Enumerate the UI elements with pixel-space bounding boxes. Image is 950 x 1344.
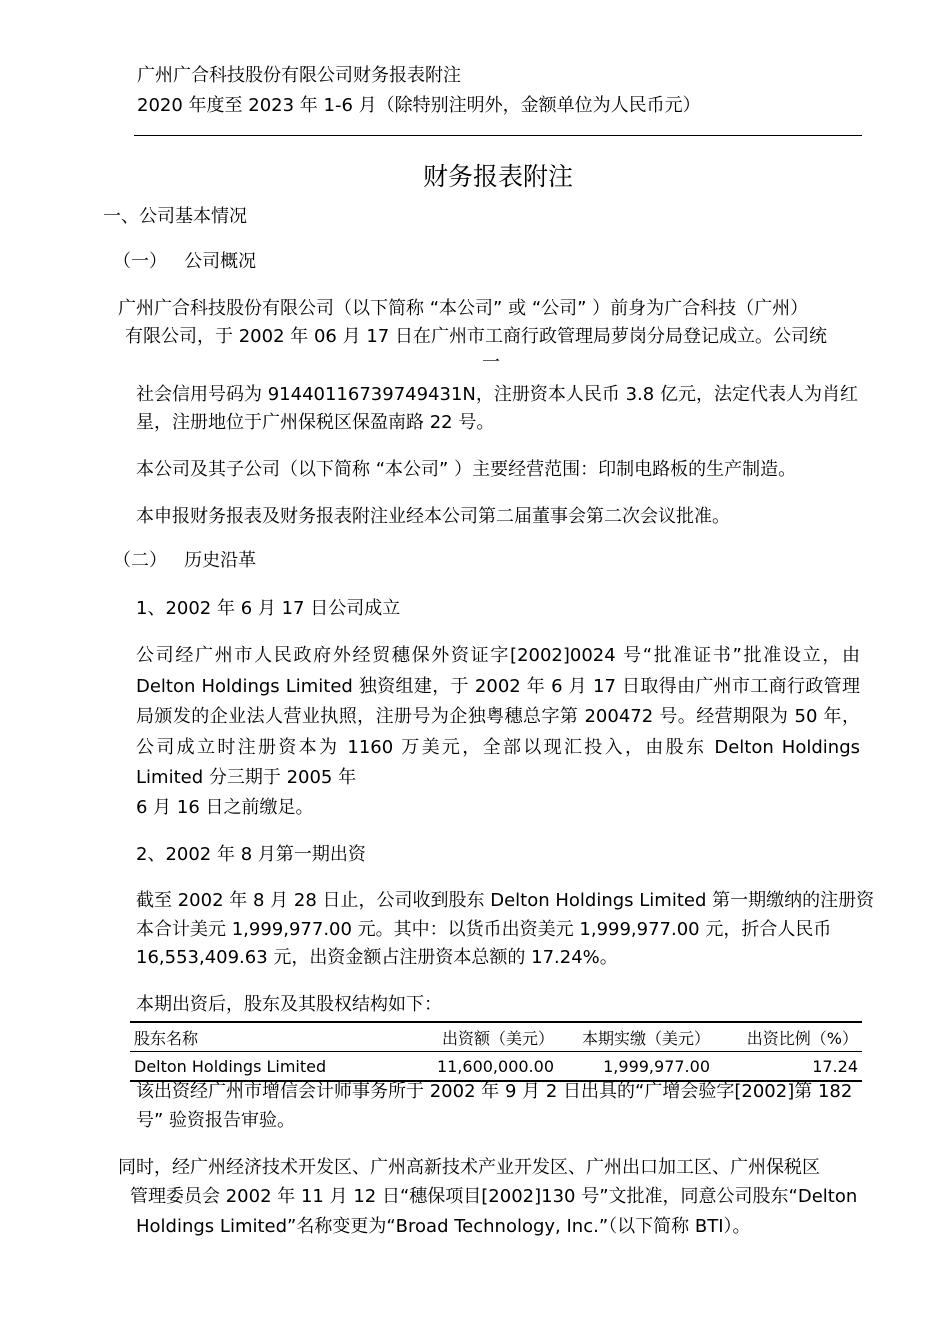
rename-line2: 管理委员会 2002 年 11 月 12 日“穗保项目[2002]130 号”文批准，同意公司股东“Delton: [130, 1186, 858, 1207]
history-item1-paragraph: 公司经广州市人民政府外经贸穗保外资证字[2002]0024 号“批准证书”批准设立，由 Delton Holdings Limited 独资组建，于 2002 年 6 月 17 日取得由广州市工商行政管理局颁发的企业法人营业执照，注册号为企独粤穗总字第 200472 号。经营期限为 50 年，公司成立时注册资本为 1160 万美元，全部以现汇投入，由股东 Delton Holdings Limited 分三期于 2005 年: [136, 645, 860, 788]
cell-ratio: 17.24: [812, 1056, 858, 1076]
equity-structure-table: [130, 1021, 862, 1082]
section-heading-company-info: 一、公司基本情况: [103, 206, 247, 227]
overview-para2-line1: 社会信用号码为 91440116739749431N，注册资本人民币 3.8 亿元，法定代表人为肖红: [136, 384, 858, 405]
subsection-heading-overview: （一） 公司概况: [113, 251, 257, 272]
header-divider: [134, 135, 862, 136]
audit-note-line1: 该出资经广州市增信会计师事务所于 2002 年 9 月 2 日出具的“广增会验字[2002]第 182: [136, 1081, 853, 1102]
overview-approval: 本申报财务报表及财务报表附注业经本公司第二届董事会第二次会议批准。: [136, 506, 730, 527]
rename-line1: 同时，经广州经济技术开发区、广州高新技术产业开发区、广州出口加工区、广州保税区: [118, 1157, 820, 1178]
overview-business-scope: 本公司及其子公司（以下简称 “本公司” ）主要经营范围：印制电路板的生产制造。: [136, 459, 797, 480]
overview-para1-line2: 有限公司，于 2002 年 06 月 17 日在广州市工商行政管理局萝岗分局登记成立。公司统: [125, 326, 827, 347]
cell-subscribed: 11,600,000.00: [436, 1056, 554, 1076]
history-item2-line2: 本合计美元 1,999,977.00 元。其中：以货币出资美元 1,999,977.00 元，折合人民币: [136, 919, 832, 940]
document-title: 财务报表附注: [422, 162, 573, 191]
overview-para1-line1: 广州广合科技股份有限公司（以下简称 “本公司” 或 “公司” ）前身为广合科技（广州）: [118, 298, 809, 319]
col-header-paid: 本期实缴（美元）: [581, 1028, 710, 1048]
page-header-period: 2020 年度至 2023 年 1-6 月（除特别注明外，金额单位为人民币元）: [137, 95, 701, 116]
audit-note-line2: 号” 验资报告审验。: [136, 1110, 296, 1131]
col-header-shareholder: 股东名称: [134, 1028, 199, 1048]
col-header-ratio: 出资比例（%）: [746, 1028, 858, 1048]
equity-table-intro: 本期出资后，股东及其股权结构如下：: [136, 994, 442, 1015]
history-item2-heading: 2、2002 年 8 月第一期出资: [136, 844, 366, 865]
rename-line3: Holdings Limited”名称变更为“Broad Technology, Inc.”（以下简称 BTI）。: [136, 1216, 751, 1237]
history-item1-heading: 1、2002 年 6 月 17 日公司成立: [136, 598, 401, 619]
equity-table-header-row: [130, 1022, 862, 1052]
page-header-company: 广州广合科技股份有限公司财务报表附注: [137, 65, 461, 86]
overview-para1-line3: 一: [482, 352, 500, 373]
history-item1-paragraph-end: 6 月 16 日之前缴足。: [136, 797, 314, 818]
history-item2-line1: 截至 2002 年 8 月 28 日止，公司收到股东 Delton Holdings Limited 第一期缴纳的注册资: [136, 890, 875, 911]
subsection-heading-history: （二） 历史沿革: [113, 550, 257, 571]
cell-paid: 1,999,977.00: [603, 1056, 710, 1076]
history-item2-line3: 16,553,409.63 元，出资金额占注册资本总额的 17.24%。: [136, 947, 618, 968]
overview-para2-line2: 星，注册地位于广州保税区保盈南路 22 号。: [136, 412, 495, 433]
col-header-subscribed: 出资额（美元）: [441, 1028, 554, 1048]
cell-shareholder: Delton Holdings Limited: [134, 1056, 327, 1076]
